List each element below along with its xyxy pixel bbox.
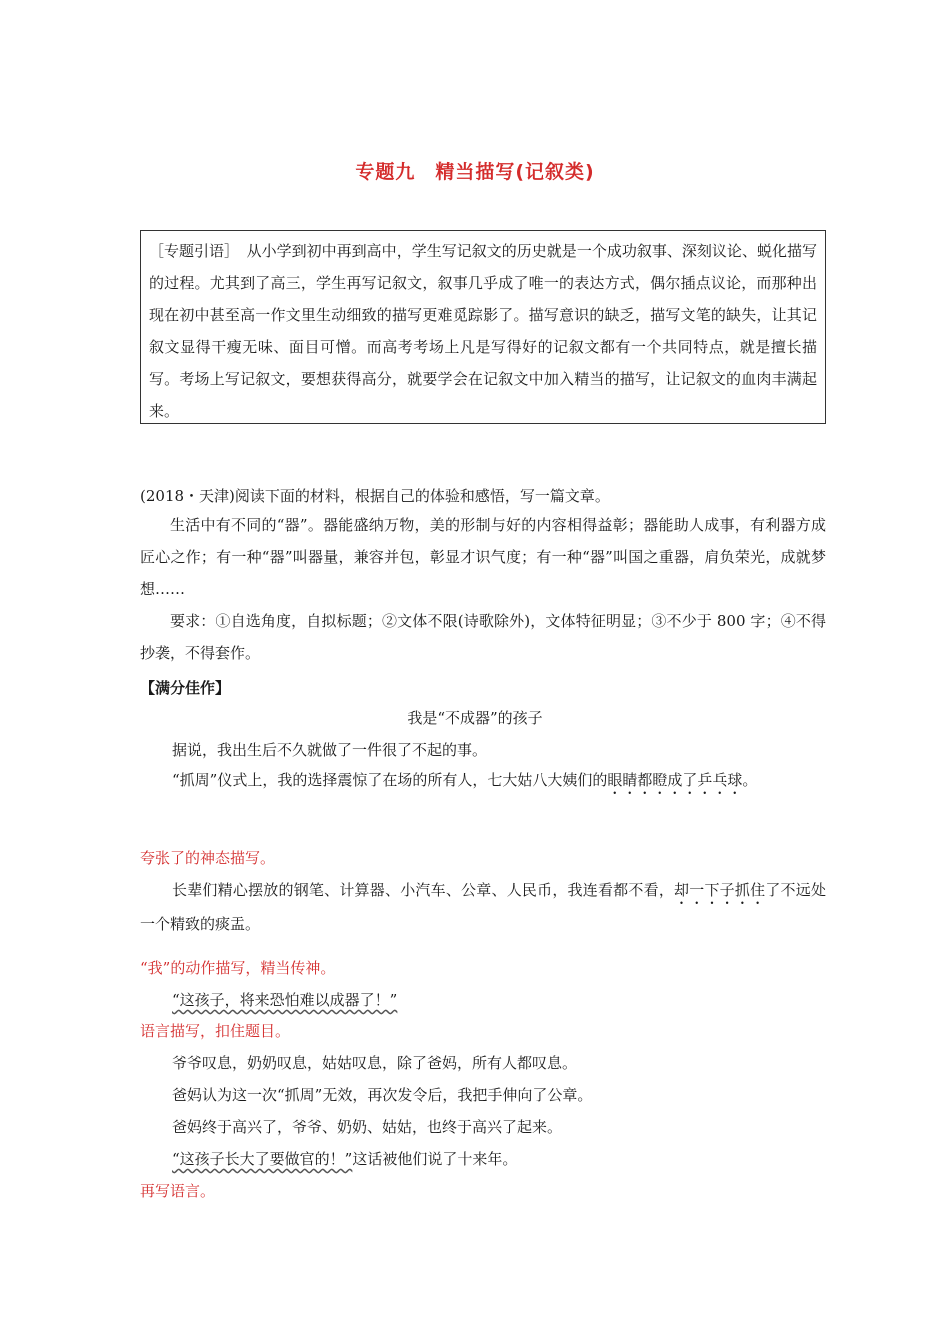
essay-paragraph-8: [172, 1149, 517, 1169]
annotation-3: 语言描写，扣住题目。: [140, 1022, 291, 1040]
p3-emphasis: 却一下子抓住: [674, 881, 766, 899]
prompt-requirements: 要求：①自选角度，自拟标题；②文体不限(诗歌除外)，文体特征明显；③不少于 800 字；④不得抄袭，不得套作。: [140, 612, 826, 662]
essay-paragraph-5: 爷爷叹息，奶奶叹息，姑姑叹息，除了爸妈，所有人都叹息。: [172, 1054, 578, 1072]
page-title: 专题九 精当描写(记叙类): [355, 161, 595, 183]
essay-paragraph-4: [172, 990, 397, 1010]
sample-heading: 【满分佳作】: [140, 679, 231, 697]
prompt-material: 生活中有不同的“器”。器能盛纳万物，美的形制与好的内容相得益彰；器能助人成事，有利器方成匠心之作；有一种“器”叫器量，兼容并包，彰显才识气度；有一种“器”叫国之重器，肩负荣光，成就梦想……: [140, 516, 826, 598]
prompt-source: (2018・天津)阅读下面的材料，根据自己的体验和感悟，写一篇文章。: [140, 487, 610, 505]
annotation-1: 夸张了的神态描写。: [140, 849, 276, 867]
essay-title: 我是“不成器”的孩子: [407, 709, 543, 727]
p4-quote: “这孩子，将来恐怕难以成器了！”: [172, 991, 398, 1009]
essay-paragraph-3: [140, 874, 826, 940]
essay-paragraph-6: 爸妈认为这一次“抓周”无效，再次发令后，我把手伸向了公章。: [172, 1086, 593, 1104]
p8-text: 这话被他们说了十来年。: [352, 1150, 518, 1168]
p2-emphasis: 眼睛都瞪成了乒乓球: [607, 771, 743, 789]
essay-paragraph-1: 据说，我出生后不久就做了一件很了不起的事。: [172, 741, 488, 759]
intro-box: [140, 230, 826, 424]
p3-text-c: 了不远处一个精致的痰盂。: [140, 881, 826, 933]
p3-text-a: 长辈们精心摆放的钢笔、计算器、小汽车、公章、人民币，我连看都不看，: [172, 881, 675, 899]
essay-paragraph-2: [140, 764, 826, 798]
essay-paragraph-7: 爸妈终于高兴了，爷爷、奶奶、姑姑，也终于高兴了起来。: [172, 1118, 563, 1136]
annotation-2: “我”的动作描写，精当传神。: [140, 959, 336, 977]
p2-text-c: 。: [742, 771, 758, 789]
intro-text: ［专题引语］ 从小学到初中再到高中，学生写记叙文的历史就是一个成功叙事、深刻议论、蜕化描写的过程。尤其到了高三，学生再写记叙文，叙事几乎成了唯一的表达方式，偶尔插点议论，而那种出现在初中甚至高一作文里生动细致的描写更难觅踪影了。描写意识的缺乏，描写文笔的缺失，让其记叙文显得干瘦无味、面目可憎。而高考考场上凡是写得好的记叙文都有一个共同特点，就是擅长描写。考场上写记叙文，要想获得高分，就要学会在记叙文中加入精当的描写，让记叙文的血肉丰满起来。: [149, 242, 817, 420]
annotation-4: 再写语言。: [140, 1182, 216, 1200]
p2-text-a: “抓周”仪式上，我的选择震惊了在场的所有人，七大姑八大姨们的: [172, 771, 608, 789]
p8-quote: “这孩子长大了要做官的！”: [172, 1150, 353, 1168]
